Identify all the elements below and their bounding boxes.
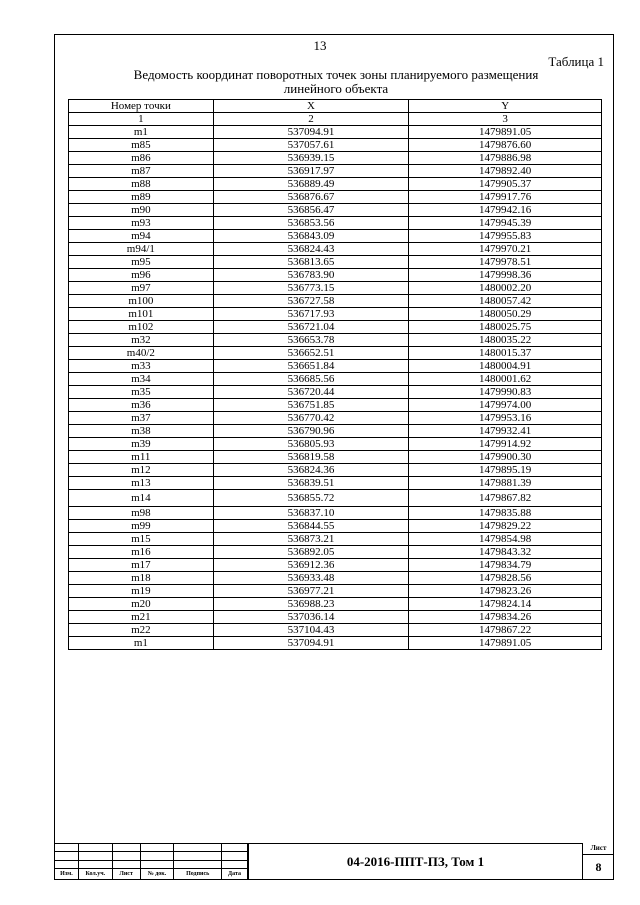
- table-row: [69, 308, 602, 321]
- table-row: [69, 624, 602, 637]
- y-cell: 1480035.22: [409, 334, 602, 347]
- point-number-cell: m85: [69, 139, 214, 152]
- x-cell: 536917.97: [213, 165, 409, 178]
- column-number-1: 1: [69, 113, 214, 126]
- point-number-cell: m1: [69, 637, 214, 650]
- point-number-cell: m20: [69, 598, 214, 611]
- y-cell: 1479895.19: [409, 464, 602, 477]
- table-row: [69, 611, 602, 624]
- table-row: [69, 451, 602, 464]
- table-row: [69, 282, 602, 295]
- y-cell: 1479829.22: [409, 520, 602, 533]
- x-cell: 536824.36: [213, 464, 409, 477]
- point-number-cell: m37: [69, 412, 214, 425]
- y-cell: 1480050.29: [409, 308, 602, 321]
- table-row: [69, 438, 602, 451]
- table-row: [69, 178, 602, 191]
- table-row: [69, 399, 602, 412]
- table-row: [69, 256, 602, 269]
- point-number-cell: m102: [69, 321, 214, 334]
- sheet-number: 8: [595, 860, 602, 874]
- x-cell: 536843.09: [213, 230, 409, 243]
- y-cell: 1479900.30: [409, 451, 602, 464]
- x-cell: 536939.15: [213, 152, 409, 165]
- revision-grid: [54, 843, 248, 880]
- column-number-2: 2: [213, 113, 409, 126]
- point-number-cell: m18: [69, 572, 214, 585]
- y-cell: 1479843.32: [409, 546, 602, 559]
- x-cell: 536652.51: [213, 347, 409, 360]
- label-doc-number: № док.: [140, 869, 174, 880]
- table-row: [69, 126, 602, 139]
- point-number-cell: m93: [69, 217, 214, 230]
- x-cell: 536819.58: [213, 451, 409, 464]
- y-cell: 1480001.62: [409, 373, 602, 386]
- y-cell: 1479932.41: [409, 425, 602, 438]
- table-row: [69, 243, 602, 256]
- table-label: Таблица 1: [548, 54, 604, 69]
- x-cell: 537104.43: [213, 624, 409, 637]
- point-number-cell: m90: [69, 204, 214, 217]
- point-number-cell: m39: [69, 438, 214, 451]
- title-line-1: Ведомость координат поворотных точек зоны планируемого размещения: [133, 67, 539, 82]
- x-cell: 536805.93: [213, 438, 409, 451]
- y-cell: 1480015.37: [409, 347, 602, 360]
- point-number-cell: m40/2: [69, 347, 214, 360]
- y-cell: 1479867.82: [409, 490, 602, 507]
- x-cell: 536813.65: [213, 256, 409, 269]
- point-number-cell: m32: [69, 334, 214, 347]
- point-number-cell: m15: [69, 533, 214, 546]
- point-number-cell: m89: [69, 191, 214, 204]
- y-cell: 1479998.36: [409, 269, 602, 282]
- x-cell: 536824.43: [213, 243, 409, 256]
- y-cell: 1479886.98: [409, 152, 602, 165]
- label-date: Дата: [222, 869, 248, 880]
- page-number: 13: [313, 38, 327, 53]
- header-point-number: Номер точки: [69, 100, 214, 113]
- point-number-cell: m19: [69, 585, 214, 598]
- table-row: [69, 139, 602, 152]
- y-cell: 1479914.92: [409, 438, 602, 451]
- x-cell: 536977.21: [213, 585, 409, 598]
- point-number-cell: m101: [69, 308, 214, 321]
- title-block: [54, 843, 614, 880]
- table-row: [69, 425, 602, 438]
- column-number-row: [69, 113, 602, 126]
- y-cell: 1479835.88: [409, 507, 602, 520]
- x-cell: 536727.58: [213, 295, 409, 308]
- label-change: Изм.: [55, 869, 79, 880]
- x-cell: 536856.47: [213, 204, 409, 217]
- point-number-cell: m88: [69, 178, 214, 191]
- table-row: [69, 217, 602, 230]
- y-cell: 1479905.37: [409, 178, 602, 191]
- table-row: [69, 204, 602, 217]
- x-cell: 536855.72: [213, 490, 409, 507]
- y-cell: 1479891.05: [409, 126, 602, 139]
- point-number-cell: m99: [69, 520, 214, 533]
- y-cell: 1479834.26: [409, 611, 602, 624]
- y-cell: 1479990.83: [409, 386, 602, 399]
- y-cell: 1479974.00: [409, 399, 602, 412]
- y-cell: 1479917.76: [409, 191, 602, 204]
- table-row: [69, 230, 602, 243]
- table-row: [69, 585, 602, 598]
- table-row: [69, 386, 602, 399]
- point-number-cell: m16: [69, 546, 214, 559]
- x-cell: 536770.42: [213, 412, 409, 425]
- table-row: [69, 334, 602, 347]
- document-code: 04-2016-ППТ-ПЗ, Том 1: [248, 843, 582, 880]
- y-cell: 1480004.91: [409, 360, 602, 373]
- x-cell: 536721.04: [213, 321, 409, 334]
- point-number-cell: m1: [69, 126, 214, 139]
- y-cell: 1480002.20: [409, 282, 602, 295]
- x-cell: 536720.44: [213, 386, 409, 399]
- point-number-cell: m96: [69, 269, 214, 282]
- point-number-cell: m95: [69, 256, 214, 269]
- point-number-cell: m33: [69, 360, 214, 373]
- revision-labels: [55, 869, 248, 880]
- table-row: [69, 477, 602, 490]
- point-number-cell: m36: [69, 399, 214, 412]
- table-row: [69, 152, 602, 165]
- x-cell: 536685.56: [213, 373, 409, 386]
- header-row: [69, 100, 602, 113]
- table-body: [69, 126, 602, 650]
- table-row: [69, 637, 602, 650]
- point-number-cell: m35: [69, 386, 214, 399]
- table-row: [69, 546, 602, 559]
- y-cell: 1480025.75: [409, 321, 602, 334]
- x-cell: 536988.23: [213, 598, 409, 611]
- point-number-cell: m13: [69, 477, 214, 490]
- y-cell: 1479828.56: [409, 572, 602, 585]
- x-cell: 537057.61: [213, 139, 409, 152]
- y-cell: 1479881.39: [409, 477, 602, 490]
- document-title: [66, 68, 606, 96]
- table-row: [69, 360, 602, 373]
- x-cell: 537094.91: [213, 126, 409, 139]
- label-count: Кол.уч.: [78, 869, 112, 880]
- y-cell: 1479955.83: [409, 230, 602, 243]
- table-row: [69, 507, 602, 520]
- x-cell: 536751.85: [213, 399, 409, 412]
- table-row: [69, 464, 602, 477]
- x-cell: 536892.05: [213, 546, 409, 559]
- header-x: X: [213, 100, 409, 113]
- y-cell: 1479824.14: [409, 598, 602, 611]
- point-number-cell: m17: [69, 559, 214, 572]
- table-row: [69, 412, 602, 425]
- sheet-cell: [582, 843, 614, 880]
- x-cell: 536717.93: [213, 308, 409, 321]
- x-cell: 536839.51: [213, 477, 409, 490]
- point-number-cell: m22: [69, 624, 214, 637]
- y-cell: 1479854.98: [409, 533, 602, 546]
- table-row: [69, 321, 602, 334]
- point-number-cell: m38: [69, 425, 214, 438]
- label-signature: Подпись: [174, 869, 222, 880]
- x-cell: 536844.55: [213, 520, 409, 533]
- table-row: [69, 373, 602, 386]
- table-row: [69, 533, 602, 546]
- table-row: [69, 165, 602, 178]
- sheet-label: Лист: [583, 843, 614, 855]
- point-number-cell: m87: [69, 165, 214, 178]
- x-cell: 536837.10: [213, 507, 409, 520]
- title-line-2: линейного объекта: [283, 81, 389, 96]
- x-cell: 536933.48: [213, 572, 409, 585]
- coordinates-table: [68, 99, 602, 650]
- x-cell: 536653.78: [213, 334, 409, 347]
- y-cell: 1479945.39: [409, 217, 602, 230]
- label-sheet: Лист: [112, 869, 140, 880]
- y-cell: 1479892.40: [409, 165, 602, 178]
- y-cell: 1479942.16: [409, 204, 602, 217]
- y-cell: 1479834.79: [409, 559, 602, 572]
- x-cell: 536876.67: [213, 191, 409, 204]
- point-number-cell: m98: [69, 507, 214, 520]
- y-cell: 1479970.21: [409, 243, 602, 256]
- y-cell: 1480057.42: [409, 295, 602, 308]
- x-cell: 537094.91: [213, 637, 409, 650]
- y-cell: 1479891.05: [409, 637, 602, 650]
- x-cell: 536873.21: [213, 533, 409, 546]
- x-cell: 536773.15: [213, 282, 409, 295]
- point-number-cell: m14: [69, 490, 214, 507]
- x-cell: 537036.14: [213, 611, 409, 624]
- y-cell: 1479823.26: [409, 585, 602, 598]
- point-number-cell: m94/1: [69, 243, 214, 256]
- point-number-cell: m11: [69, 451, 214, 464]
- table-row: [69, 191, 602, 204]
- point-number-cell: m34: [69, 373, 214, 386]
- point-number-cell: m94: [69, 230, 214, 243]
- table-row: [69, 269, 602, 282]
- point-number-cell: m97: [69, 282, 214, 295]
- x-cell: 536783.90: [213, 269, 409, 282]
- point-number-cell: m100: [69, 295, 214, 308]
- x-cell: 536853.56: [213, 217, 409, 230]
- point-number-cell: m21: [69, 611, 214, 624]
- y-cell: 1479953.16: [409, 412, 602, 425]
- x-cell: 536912.36: [213, 559, 409, 572]
- y-cell: 1479978.51: [409, 256, 602, 269]
- table-row: [69, 559, 602, 572]
- table-row: [69, 490, 602, 507]
- table-row: [69, 520, 602, 533]
- table-row: [69, 295, 602, 308]
- y-cell: 1479876.60: [409, 139, 602, 152]
- x-cell: 536790.96: [213, 425, 409, 438]
- point-number-cell: m86: [69, 152, 214, 165]
- x-cell: 536651.84: [213, 360, 409, 373]
- y-cell: 1479867.22: [409, 624, 602, 637]
- column-number-3: 3: [409, 113, 602, 126]
- header-y: Y: [409, 100, 602, 113]
- table-row: [69, 598, 602, 611]
- table-row: [69, 572, 602, 585]
- table-row: [69, 347, 602, 360]
- x-cell: 536889.49: [213, 178, 409, 191]
- point-number-cell: m12: [69, 464, 214, 477]
